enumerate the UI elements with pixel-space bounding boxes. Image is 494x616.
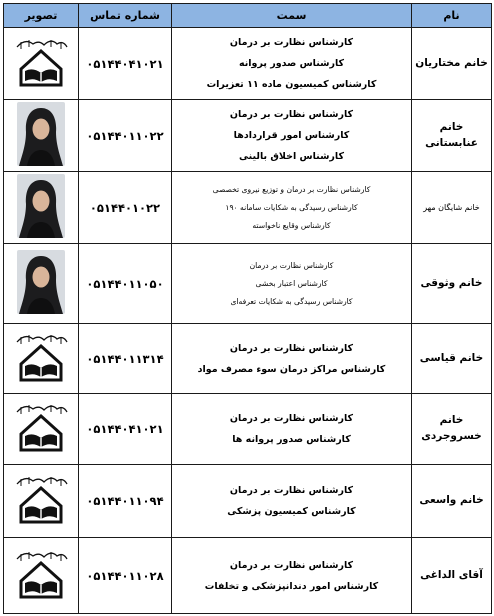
table-row <box>4 538 492 614</box>
university-logo-icon <box>4 35 78 93</box>
role-line: کارشناس وقایع ناخواسته <box>252 220 331 230</box>
staff-photo <box>4 172 79 244</box>
header-role: سمت <box>172 4 412 28</box>
role-line: کارشناس نظارت بر درمان و توزیع نیروی تخصصی <box>212 184 371 194</box>
staff-roles <box>172 465 412 538</box>
table-body <box>4 28 492 614</box>
staff-contact-table <box>3 3 492 614</box>
role-line: کارشناس مراکز درمان سوء مصرف مواد <box>197 363 386 375</box>
staff-name: خانم خسروجردی <box>412 394 492 465</box>
table-row <box>4 394 492 465</box>
university-logo-icon <box>4 547 78 605</box>
staff-photo <box>4 324 79 394</box>
staff-roles <box>172 394 412 465</box>
staff-photo <box>4 465 79 538</box>
table-header <box>4 4 492 28</box>
header-row <box>4 4 492 28</box>
role-line: کارشناس اعتبار بخشی <box>255 278 328 288</box>
table-row <box>4 324 492 394</box>
portrait-icon <box>17 299 65 318</box>
staff-name: آقای الداغی <box>412 538 492 614</box>
staff-photo <box>4 28 79 100</box>
staff-phone: ۰۵۱۴۴۰۱۱۰۲۸ <box>79 538 172 614</box>
role-line: کارشناس نظارت بر درمان <box>229 37 354 48</box>
table-row <box>4 100 492 172</box>
staff-name: خانم واسعی <box>412 465 492 538</box>
university-logo-icon <box>4 330 78 388</box>
staff-phone: ۰۵۱۴۴۰۱۱۳۱۴ <box>79 324 172 394</box>
role-line: کارشناس نظارت بر درمان <box>229 109 354 120</box>
table-row <box>4 465 492 538</box>
staff-phone: ۰۵۱۴۴۰۴۱۰۲۱ <box>79 28 172 100</box>
staff-phone: ۰۵۱۴۴۰۱۱۰۹۴ <box>79 465 172 538</box>
staff-name: خانم مختاریان <box>412 28 492 100</box>
table-row <box>4 172 492 244</box>
role-line: کارشناس اخلاق بالینی <box>239 151 344 162</box>
staff-phone: ۰۵۱۴۴۰۱۰۲۲ <box>79 172 172 244</box>
staff-phone: ۰۵۱۴۴۰۴۱۰۲۱ <box>79 394 172 465</box>
staff-roles <box>172 324 412 394</box>
role-line: کارشناس نظارت بر درمان <box>229 559 354 571</box>
role-line: کارشناس نظارت بر درمان <box>249 260 334 270</box>
staff-name: خانم قیاسی <box>412 324 492 394</box>
role-line: کارشناس نظارت بر درمان <box>229 413 354 424</box>
role-line: کارشناس نظارت بر درمان <box>229 485 354 496</box>
staff-roles <box>172 538 412 614</box>
staff-roles <box>172 100 412 172</box>
staff-roles <box>172 28 412 100</box>
role-line: کارشناس کمیسیون پزشکی <box>227 506 356 517</box>
staff-photo <box>4 100 79 172</box>
staff-name: خانم شایگان مهر <box>412 172 492 244</box>
staff-roles <box>172 244 412 324</box>
role-line: کارشناس امور قراردادها <box>233 130 350 141</box>
staff-phone: ۰۵۱۴۴۰۱۱۰۲۲ <box>79 100 172 172</box>
header-phone: شماره تماس <box>79 4 172 28</box>
role-line: کارشناس امور دندانپزشکی و تخلفات <box>204 580 379 592</box>
role-line: کارشناس نظارت بر درمان <box>229 342 354 354</box>
university-logo-icon <box>4 400 78 458</box>
role-line: کارشناس رسیدگی به شکایات سامانه ۱۹۰ <box>225 202 358 212</box>
staff-roles <box>172 172 412 244</box>
staff-name: خانم وثوقی <box>412 244 492 324</box>
staff-photo <box>4 244 79 324</box>
portrait-icon <box>17 223 65 242</box>
role-line: کارشناس صدور پروانه <box>238 58 345 69</box>
role-line: کارشناس رسیدگی به شکایات تعرفه‌ای <box>230 296 353 306</box>
staff-name: خانم عنابستانی <box>412 100 492 172</box>
header-photo: تصویر <box>4 4 79 28</box>
table-row <box>4 244 492 324</box>
staff-photo <box>4 394 79 465</box>
role-line: کارشناس کمیسیون ماده ۱۱ تعزیرات <box>206 79 377 90</box>
staff-photo <box>4 538 79 614</box>
header-name: نام <box>412 4 492 28</box>
role-line: کارشناس صدور پروانه ها <box>232 434 351 445</box>
portrait-icon <box>17 151 65 170</box>
table-row <box>4 28 492 100</box>
staff-phone: ۰۵۱۴۴۰۱۱۰۵۰ <box>79 244 172 324</box>
university-logo-icon <box>4 472 78 530</box>
